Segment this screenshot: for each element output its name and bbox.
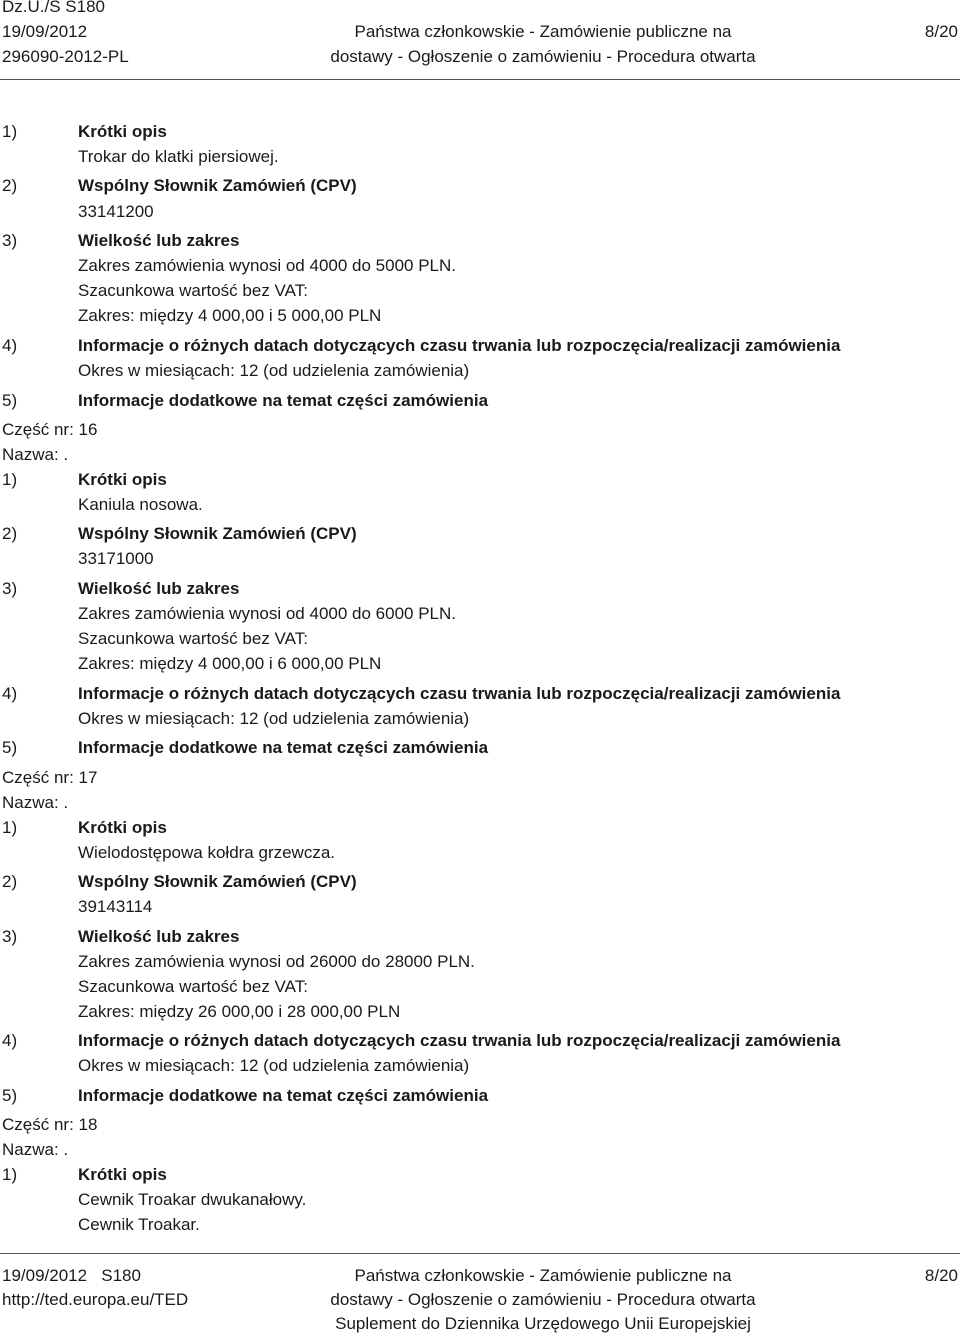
footer-page-number: 8/20 [924, 1266, 958, 1285]
section-value: Okres w miesiącach: 12 (od udzielenia zamówienia) [78, 361, 470, 380]
section-value: Zakres zamówienia wynosi od 4000 do 5000 PLN. [78, 256, 456, 275]
header-page-number: 8/20 [924, 22, 958, 41]
section-number: 1) [2, 818, 18, 837]
header-title-line-2: dostawy - Ogłoszenie o zamówieniu - Procedura otwarta [330, 47, 756, 66]
header-divider [0, 79, 960, 80]
section-value: Cewnik Troakar. [78, 1215, 200, 1234]
section-number: 1) [2, 122, 18, 141]
section-value: Zakres zamówienia wynosi od 26000 do 28000 PLN. [78, 952, 475, 971]
section-title: Krótki opis [78, 1165, 167, 1184]
section-number: 4) [2, 336, 18, 355]
header-notice-id: 296090-2012-PL [2, 47, 129, 66]
section-value: Okres w miesiącach: 12 (od udzielenia zamówienia) [78, 1056, 470, 1075]
section-value: Zakres: między 4 000,00 i 5 000,00 PLN [78, 306, 382, 325]
section-number: 5) [2, 391, 18, 410]
section-value: Szacunkowa wartość bez VAT: [78, 281, 308, 300]
section-value: Szacunkowa wartość bez VAT: [78, 629, 308, 648]
footer-url: http://ted.europa.eu/TED [2, 1290, 189, 1309]
section-value: Kaniula nosowa. [78, 495, 203, 514]
section-number: 2) [2, 176, 18, 195]
section-number: 3) [2, 231, 18, 250]
part-number: Część nr: 17 [2, 768, 98, 787]
header-title-line-1: Państwa członkowskie - Zamówienie publiczne na [354, 22, 732, 41]
section-title: Krótki opis [78, 470, 167, 489]
section-value: Wielodostępowa kołdra grzewcza. [78, 843, 336, 862]
footer-title-line-1: Państwa członkowskie - Zamówienie publiczne na [354, 1266, 732, 1285]
part-name: Nazwa: . [2, 1140, 69, 1159]
section-number: 2) [2, 872, 18, 891]
section-title: Wielkość lub zakres [78, 579, 240, 598]
section-value: Szacunkowa wartość bez VAT: [78, 977, 308, 996]
section-number: 3) [2, 927, 18, 946]
footer-supplement: Suplement do Dziennika Urzędowego Unii Europejskiej [335, 1314, 751, 1333]
section-number: 3) [2, 579, 18, 598]
section-number: 1) [2, 1165, 18, 1184]
section-value: Okres w miesiącach: 12 (od udzielenia zamówienia) [78, 709, 470, 728]
header-date: 19/09/2012 [2, 22, 88, 41]
section-title: Krótki opis [78, 818, 167, 837]
footer-divider [0, 1253, 960, 1254]
section-title: Informacje dodatkowe na temat części zamówienia [78, 738, 489, 757]
section-title: Krótki opis [78, 122, 167, 141]
part-number: Część nr: 16 [2, 420, 98, 439]
section-number: 4) [2, 1031, 18, 1050]
section-value: Zakres zamówienia wynosi od 4000 do 6000 PLN. [78, 604, 456, 623]
cpv-code: 33141200 [78, 202, 154, 221]
section-value: Cewnik Troakar dwukanałowy. [78, 1190, 307, 1209]
section-number: 5) [2, 738, 18, 757]
section-title: Informacje dodatkowe na temat części zamówienia [78, 1086, 489, 1105]
header-journal-ref: Dz.U./S S180 [2, 0, 105, 16]
section-title: Informacje dodatkowe na temat części zamówienia [78, 391, 489, 410]
section-number: 2) [2, 524, 18, 543]
section-title: Wspólny Słownik Zamówień (CPV) [78, 176, 357, 195]
section-title: Informacje o różnych datach dotyczących czasu trwania lub rozpoczęcia/realizacji zamówienia [78, 1031, 841, 1050]
cpv-code: 33171000 [78, 549, 154, 568]
part-name: Nazwa: . [2, 793, 69, 812]
section-title: Informacje o różnych datach dotyczących czasu trwania lub rozpoczęcia/realizacji zamówienia [78, 336, 841, 355]
section-value: Zakres: między 4 000,00 i 6 000,00 PLN [78, 654, 382, 673]
section-number: 4) [2, 684, 18, 703]
part-number: Część nr: 18 [2, 1115, 98, 1134]
section-number: 5) [2, 1086, 18, 1105]
section-title: Wspólny Słownik Zamówień (CPV) [78, 524, 357, 543]
section-value: Trokar do klatki piersiowej. [78, 147, 279, 166]
section-number: 1) [2, 470, 18, 489]
footer-title-line-2: dostawy - Ogłoszenie o zamówieniu - Procedura otwarta [330, 1290, 756, 1309]
part-name: Nazwa: . [2, 445, 69, 464]
section-title: Informacje o różnych datach dotyczących czasu trwania lub rozpoczęcia/realizacji zamówienia [78, 684, 841, 703]
section-title: Wspólny Słownik Zamówień (CPV) [78, 872, 357, 891]
section-value: Zakres: między 26 000,00 i 28 000,00 PLN [78, 1002, 401, 1021]
footer-date-series: 19/09/2012 S180 [2, 1266, 141, 1285]
cpv-code: 39143114 [78, 897, 153, 916]
section-title: Wielkość lub zakres [78, 231, 240, 250]
section-title: Wielkość lub zakres [78, 927, 240, 946]
